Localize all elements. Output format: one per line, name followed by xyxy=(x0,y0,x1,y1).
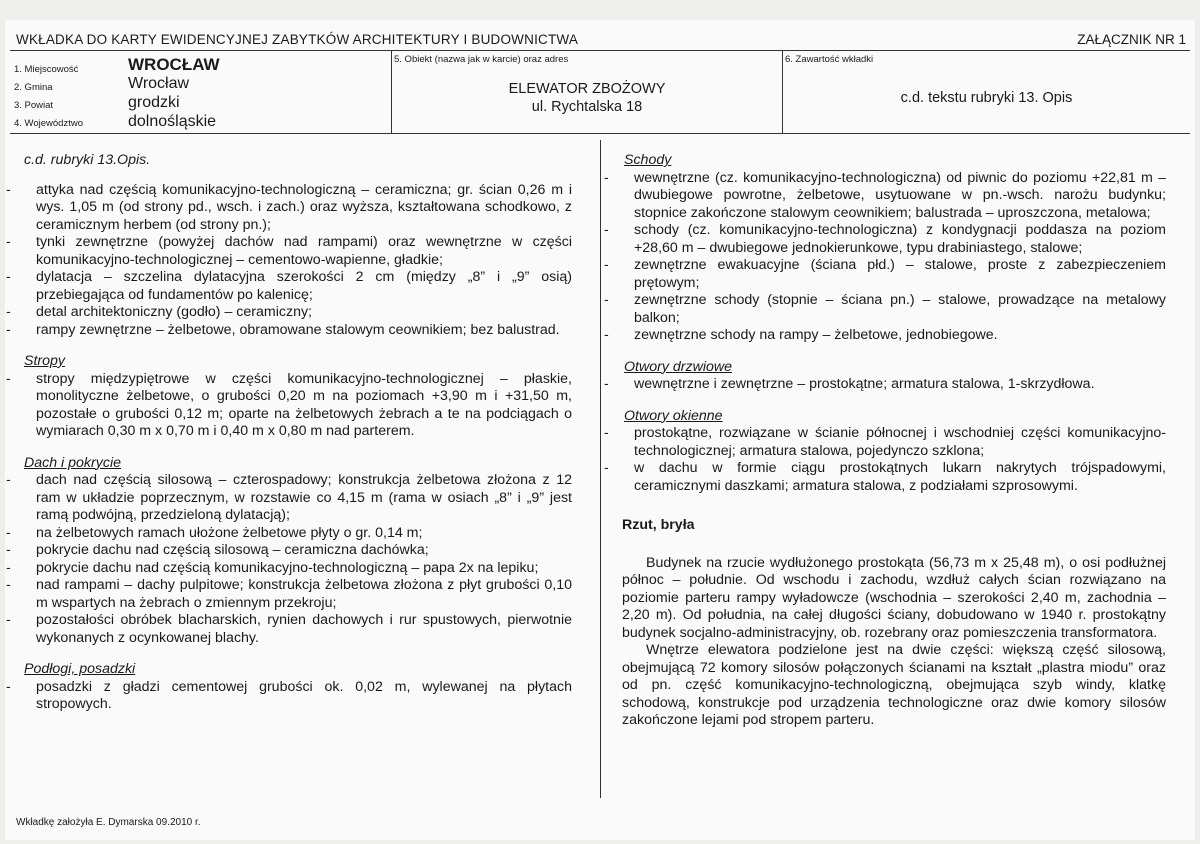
paragraph: Budynek na rzucie wydłużonego prostokąta (56,73 m x 25,48 m), o osi podłużnej północ – południe. Od wschodu i zachodu, wzdłuż całych ścian rozwiązano na poziomie parteru rampy wyładowcze (wschodnia – szerokości 2,40 m, zachodnia – 2,20 m). Od południa, na całej długości ściany, dobudowano w 1940 r. prostokątny budynek socjalno-administracyjny, ob. rozebrany oraz pomieszczenia transformatora. xyxy=(622,554,1166,641)
content-value: c.d. tekstu rubryki 13. Opis xyxy=(900,90,1073,106)
dach-list xyxy=(6,472,572,647)
list-item: - pokrycie dachu nad częścią komunikacyjno-technologiczną – papa 2x na lepiku; xyxy=(6,560,572,578)
object-name: ELEWATOR ZBOŻOWY xyxy=(508,81,666,97)
form-title: WKŁADKA DO KARTY EWIDENCYJNEJ ZABYTKÓW ARCHITEKTURY I BUDOWNICTWA xyxy=(16,32,579,47)
list-item: - rampy zewnętrzne – żelbetowe, obramowane stalowym ceownikiem; bez balustrad. xyxy=(6,322,572,340)
section-title-dach: Dach i pokrycie xyxy=(24,454,121,471)
list-item: - dylatacja – szczelina dylatacyjna szerokości 2 cm (między „8” i „9” osią) przebiegająca od fundamentów po kalenicę; xyxy=(6,269,572,304)
label-miejscowosc: 1. Miejscowość xyxy=(14,64,79,75)
label-obiekt: 5. Obiekt (nazwa jak w karcie) oraz adres xyxy=(394,54,569,65)
section-title-okna: Otwory okienne xyxy=(624,407,723,424)
label-gmina: 2. Gmina xyxy=(14,82,53,93)
list-item: - pozostałości obróbek blacharskich, rynien dachowych i rur spustowych, pierwotnie wykonanych z ocynkowanej blachy. xyxy=(6,612,572,647)
label-zawartosc: 6. Zawartość wkładki xyxy=(785,54,874,65)
value-powiat: grodzki xyxy=(128,94,180,111)
label-powiat: 3. Powiat xyxy=(14,100,54,111)
value-gmina: Wrocław xyxy=(128,75,190,92)
list-item: - wewnętrzne i zewnętrzne – prostokątne; armatura stalowa, 1-skrzydłowa. xyxy=(604,376,1166,394)
footer-author: Wkładkę założyła E. Dymarska 09.2010 r. xyxy=(16,817,201,828)
annex-label: ZAŁĄCZNIK NR 1 xyxy=(1077,32,1186,47)
rzut-paragraphs xyxy=(604,555,1166,730)
object-name-block xyxy=(392,80,782,116)
list-item: - zewnętrzne ewakuacyjne (ściana płd.) – stalowe, proste z zabezpieczeniem prętowym; xyxy=(604,257,1166,292)
schody-list xyxy=(604,170,1166,345)
list-item: - posadzki z gładzi cementowej grubości ok. 0,02 m, wylewanej na płytach stropowych. xyxy=(6,679,572,714)
list-item: - wewnętrzne (cz. komunikacyjno-technologiczna) od piwnic do poziomu +22,81 m – dwubiegowe powrotne, żelbetowe, usytuowane w pn.-wsch. narożu budynku; stopnice zakończone stalowym ceownikiem; balustrada – uproszczona, metalowa; xyxy=(604,170,1166,223)
left-column xyxy=(6,152,572,714)
list-item: - attyka nad częścią komunikacyjno-technologiczną – ceramiczna; gr. ścian 0,26 m i wys. 1,05 m (od strony pd., wsch. i zach.) oraz wyższa, kształtowana schodkowo, z ceramicznym herbem (od strony pn.); xyxy=(6,182,572,235)
column-divider xyxy=(600,140,601,798)
column-header: c.d. rubryki 13.Opis. xyxy=(24,152,151,168)
value-wojewodztwo: dolnośląskie xyxy=(128,113,217,130)
list-item: - tynki zewnętrzne (powyżej dachów nad rampami) oraz wewnętrzne w części komunikacyjno-technologicznej – cementowo-wapienne, gładkie; xyxy=(6,234,572,269)
list-item: - nad rampami – dachy pulpitowe; konstrukcja żelbetowa złożona z płyt grubości 0,10 m wspartych na żebrach o zmiennym przekroju; xyxy=(6,577,572,612)
list-item: - zewnętrzne schody na rampy – żelbetowe, jednobiegowe. xyxy=(604,327,1166,345)
list-item: - w dachu w formie ciągu prostokątnych lukarn nakrytych trójspadowymi, ceramicznymi daszkami; armatura stalowa, z podziałami szprosowymi. xyxy=(604,460,1166,495)
header-rule xyxy=(10,50,1190,51)
section-title-rzut: Rzut, bryła xyxy=(622,517,695,533)
drzwi-list xyxy=(604,376,1166,394)
list-item: - schody (cz. komunikacyjno-technologiczna) z kondygnacji poddasza na poziom +28,60 m – dwubiegowe jednokierunkowe, typu drabiniastego, stalowe; xyxy=(604,222,1166,257)
list-item: - dach nad częścią silosową – czterospadowy; konstrukcja żelbetowa złożona z 12 ram w układzie poprzecznym, w rozstawie co 4,15 m (rama w osiach „8” i „9” jest ramą podwójną, przedzieloną dylatacją); xyxy=(6,472,572,525)
value-miejscowosc: WROCŁAW xyxy=(128,55,220,74)
intro-list xyxy=(6,182,572,340)
fields-rule xyxy=(10,133,1190,134)
stropy-list xyxy=(6,371,572,441)
list-item: - detal architektoniczny (godło) – ceramiczny; xyxy=(6,304,572,322)
right-column xyxy=(604,152,1166,730)
section-title-drzwi: Otwory drzwiowe xyxy=(624,358,733,375)
okna-list xyxy=(604,425,1166,495)
label-wojewodztwo: 4. Województwo xyxy=(14,118,83,129)
section-title-schody: Schody xyxy=(624,152,672,168)
podlogi-list xyxy=(6,679,572,714)
paragraph: Wnętrze elewatora podzielone jest na dwie części: większą część silosową, obejmującą 72 komory silosów połączonych ścianami na kształt „plastra miodu” oraz od pn. część komunikacyjno-technologiczną, obejmująca szyb windy, klatkę schodową, konstrukcje pod urządzenia technologiczne oraz dwie komory silosów zakończone lejami pod stropem parteru. xyxy=(622,642,1166,728)
list-item: - pokrycie dachu nad częścią silosową – ceramiczna dachówka; xyxy=(6,542,572,560)
list-item: - prostokątne, rozwiązane w ścianie północnej i wschodniej części komunikacyjno-technologicznej; armatura stalowa, pojedynczo szklona; xyxy=(604,425,1166,460)
section-title-podlogi: Podłogi, posadzki xyxy=(24,661,136,677)
list-item: - na żelbetowych ramach ułożone żelbetowe płyty o gr. 0,14 m; xyxy=(6,525,572,543)
object-address: ul. Rychtalska 18 xyxy=(531,99,643,115)
list-item: - zewnętrzne schody (stopnie – ściana pn.) – stalowe, prowadzące na metalowy balkon; xyxy=(604,292,1166,327)
list-item: - stropy międzypiętrowe w części komunikacyjno-technologicznej – płaskie, monolityczne żelbetowe, o grubości 0,20 m na poziomach +3,90 m i +31,50 m, pozostałe o grubości 0,12 m; oparte na żelbetowych żebrach a te na podciągach o wymiarach 0,30 m x 0,70 m i 0,40 m x 0,80 m nad parterem. xyxy=(6,371,572,441)
section-title-stropy: Stropy xyxy=(24,353,66,369)
